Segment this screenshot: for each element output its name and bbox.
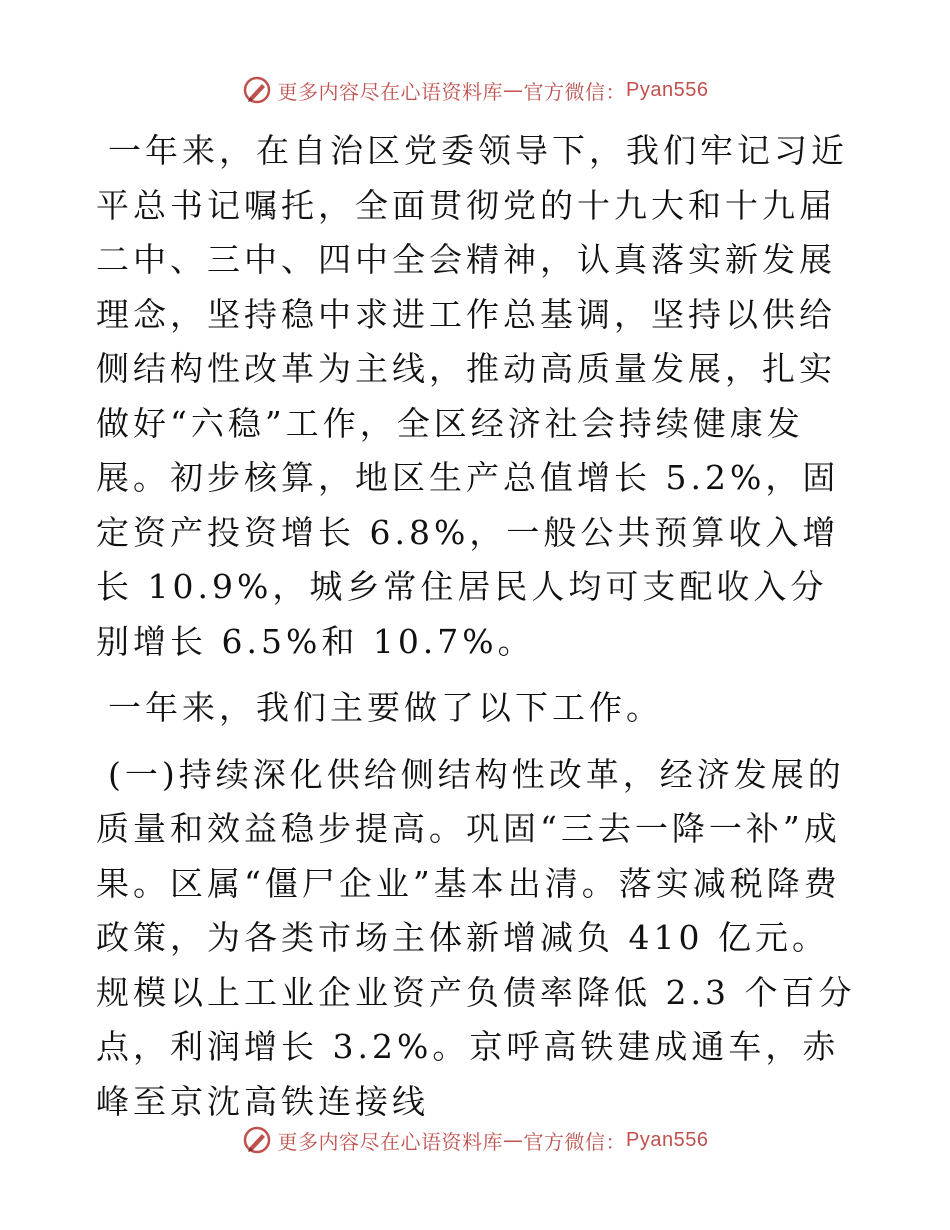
- watermark-text: 更多内容尽在心语资料库: [277, 1129, 504, 1154]
- watermark-text: 更多内容尽在心语资料库: [277, 79, 504, 104]
- watermark-separator: —: [503, 78, 524, 102]
- paragraph-summary: 一年来，在自治区党委领导下，我们牢记习近平总书记嘱托，全面贯彻党的十九大和十九届二中、三中、四中全会精神，认真落实新发展理念，坚持稳中求进工作总基调，坚持以供给侧结构性改革为主线，推动高质量发展，扎实做好“六稳”工作，全区经济社会持续健康发展。初步核算，地区生产总值增长 5.2%，固定资产投资增长 6.8%，一般公共预算收入增长 10.9%，城乡常住居民人均可支配收入分别增长 6.5%和 10.7%。: [96, 131, 848, 661]
- pen-logo-icon: [242, 75, 272, 105]
- paragraph-intro: 一年来，我们主要做了以下工作。: [108, 688, 663, 727]
- watermark-header: [0, 70, 950, 110]
- paragraph-section-1: (一)持续深化供给侧结构性改革，经济发展的质量和效益稳步提高。巩固“三去一降一补”成果。区属“僵尸企业”基本出清。落实减税降费政策，为各类市场主体新增减负 410 亿元。规模以上工业企业资产负债率降低 2.3 个百分点，利润增长 3.2%。京呼高铁建成通车，赤峰至京沈高铁连接线: [96, 754, 856, 1121]
- pen-logo-icon: [242, 1125, 272, 1155]
- watermark-wechat-label: 官方微信：: [523, 1129, 627, 1154]
- watermark-wechat-id: Pyan556: [626, 1128, 709, 1151]
- watermark-wechat-id: Pyan556: [626, 78, 709, 101]
- document-body: [96, 124, 856, 1129]
- watermark-footer: [0, 1120, 950, 1160]
- watermark-wechat-label: 官方微信：: [523, 79, 627, 104]
- watermark-separator: —: [503, 1128, 524, 1152]
